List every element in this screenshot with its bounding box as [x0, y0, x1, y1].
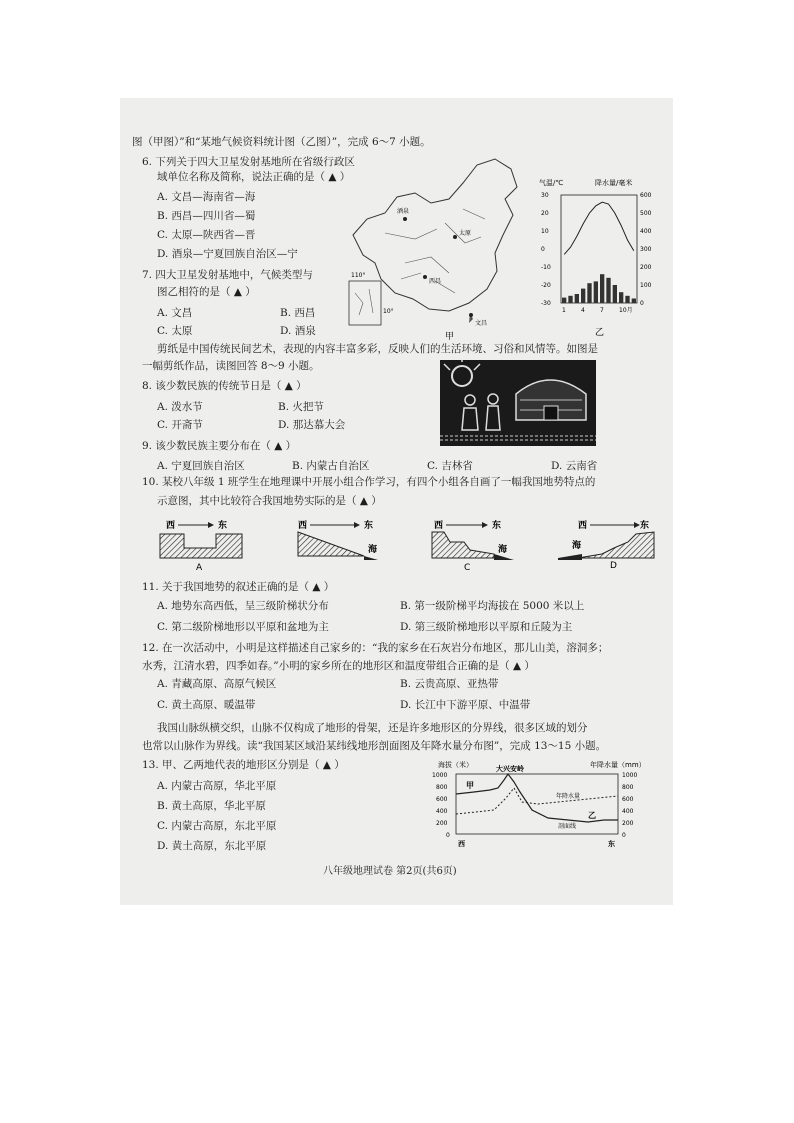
profile-terrain-label: 剖面线 — [558, 823, 577, 830]
q9-option-c: C. 吉林省 — [427, 460, 473, 472]
climate-right-tick: 100 — [640, 282, 652, 289]
q12-option-c: C. 黄土高原、暖温带 — [157, 699, 256, 711]
profile-label-jia: 甲 — [466, 781, 474, 790]
diagram-c-sea-label: 海 — [498, 545, 508, 555]
right-tick: 0 — [622, 832, 626, 839]
left-tick: 800 — [436, 784, 448, 791]
label-longitude: 110° — [351, 272, 366, 279]
climate-x-tick: 4 — [581, 307, 585, 314]
map-caption: 甲 — [445, 332, 455, 342]
profile-peak-label: 大兴安岭 — [496, 765, 524, 773]
climate-left-tick: 20 — [541, 210, 549, 217]
profile-right-ticks — [622, 772, 637, 839]
intro-line: 图（甲图）”和“某地气候资料统计图（乙图）”，完成 6～7 小题。 — [132, 136, 431, 148]
taiyuan-marker — [453, 235, 457, 239]
climate-right-tick: 0 — [640, 300, 644, 307]
q9-option-b: B. 内蒙古自治区 — [292, 460, 370, 472]
precip-bar — [606, 278, 610, 303]
diagram-b-arrowhead — [354, 522, 360, 528]
profile-plot-frame — [456, 774, 618, 834]
left-tick: 0 — [446, 832, 450, 839]
q8-stem: 8. 该少数民族的传统节日是（ ▲ ） — [142, 380, 307, 392]
q6-option-c: C. 太原—陕西省—晋 — [157, 229, 256, 241]
diagram-c-west: 西 — [434, 521, 444, 531]
q9-option-d: D. 云南省 — [551, 460, 598, 472]
profile-right-title: 年降水量（mm） — [590, 761, 646, 769]
q11-option-a: A. 地势东高西低，呈三级阶梯状分布 — [157, 600, 329, 612]
precip-bar — [587, 283, 591, 303]
paper-cut-image — [440, 360, 596, 446]
china-outline — [353, 159, 517, 311]
q6-stem: 6. 下列关于四大卫星发射基地所在省级行政区 — [142, 156, 355, 168]
label-wenchang: 文昌 — [475, 320, 488, 327]
q8-option-d: D. 那达慕大会 — [278, 419, 346, 431]
climate-caption: 乙 — [595, 328, 605, 338]
label-latitude: 10° — [383, 308, 394, 315]
q6-stem: 域单位名称及简称，说法正确的是（ ▲ ） — [157, 171, 351, 183]
diagram-d-west: 西 — [578, 521, 588, 531]
q11-option-d: D. 第三级阶梯地形以平原和丘陵为主 — [400, 621, 573, 633]
precip-bars — [562, 274, 636, 303]
diagram-b-west: 西 — [298, 521, 308, 531]
q7-option-d: D. 酒泉 — [280, 325, 316, 337]
climate-right-tick: 200 — [640, 264, 652, 271]
right-tick: 400 — [622, 808, 634, 815]
diagram-c-profile — [432, 532, 494, 558]
q13-option-a: A. 内蒙古高原，华北平原 — [157, 780, 277, 792]
climate-right-tick: 500 — [640, 210, 652, 217]
xichang-marker — [423, 275, 427, 279]
climate-right-title: 降水量/毫米 — [595, 179, 633, 187]
q13-option-b: B. 黄土高原，华北平原 — [157, 800, 266, 812]
q13-stem: 13. 甲、乙两地代表的地形区分别是（ ▲ ） — [142, 759, 345, 771]
diagram-c-letter: C — [464, 563, 471, 570]
q12-stem: 12. 在一次活动中，小明是这样描述自己家乡的：“我的家乡在石灰岩分布地区，那儿山美，溶洞多； — [142, 642, 609, 654]
diagram-a-profile — [160, 534, 242, 558]
china-map-figure — [345, 153, 535, 343]
diagram-d-sea — [558, 554, 582, 560]
profile-west: 西 — [458, 840, 465, 848]
diagram-c-east: 东 — [492, 521, 502, 531]
yurt-door — [544, 406, 558, 420]
profile-label-yi: 乙 — [588, 811, 596, 820]
diagram-d-profile — [578, 532, 654, 558]
q11-option-b: B. 第一级阶梯平均海拔在 5000 米以上 — [400, 600, 585, 612]
profile-left-ticks — [432, 772, 450, 839]
right-tick: 800 — [622, 784, 634, 791]
diagram-d-letter: D — [610, 561, 617, 570]
climate-left-title: 气温/℃ — [539, 179, 564, 187]
diagram-b-sea-label: 海 — [368, 545, 378, 555]
q12-option-a: A. 青藏高原、高原气候区 — [157, 678, 277, 690]
right-tick: 200 — [622, 820, 634, 827]
diagram-a — [160, 519, 242, 570]
q8-option-b: B. 火把节 — [278, 401, 324, 413]
left-tick: 600 — [436, 796, 448, 803]
south-sea-inset — [349, 281, 381, 325]
jiuquan-marker — [403, 217, 407, 221]
profile-east: 东 — [608, 840, 615, 848]
diagram-c-arrowhead — [482, 522, 488, 528]
climate-x-tick: 10月 — [619, 307, 633, 314]
climate-left-tick: 0 — [541, 246, 545, 253]
page-footer: 八年级地理试卷 第2页(共6页) — [323, 866, 457, 877]
profile-precip-label: 年降水量 — [556, 793, 581, 800]
paper-cut-intro: 剪纸是中国传统民间艺术，表现的内容丰富多彩，反映人们的生活环境、习俗和风情等。如图是 — [157, 343, 598, 355]
q10-stem: 10. 某校八年级 1 班学生在地理课中开展小组合作学习，有四个小组各自画了一幅我国地势特点的 — [142, 476, 596, 488]
q13-option-d: D. 黄土高原，东北平原 — [157, 840, 267, 852]
precip-bar — [613, 285, 617, 303]
right-tick: 600 — [622, 796, 634, 803]
climate-chart — [525, 175, 665, 345]
q7-option-c: C. 太原 — [157, 325, 193, 337]
precip-bar — [600, 274, 604, 303]
climate-left-tick: 10 — [541, 228, 549, 235]
q9-stem: 9. 该少数民族主要分布在（ ▲ ） — [142, 440, 297, 452]
precip-bar — [632, 299, 636, 304]
q12-option-b: B. 云贵高原、亚热带 — [400, 678, 499, 690]
precip-bar — [625, 296, 629, 303]
precip-bar — [562, 298, 566, 303]
diagram-a-letter: A — [196, 563, 203, 570]
climate-left-tick: 30 — [541, 192, 549, 199]
diagram-a-arrowhead — [208, 522, 214, 528]
wenchang-marker — [469, 313, 473, 317]
q10-stem: 示意图，其中比较符合我国地势实际的是（ ▲ ） — [157, 495, 382, 507]
climate-x-tick: 7 — [600, 307, 604, 314]
q7-option-a: A. 文昌 — [157, 307, 193, 319]
diagram-d — [558, 519, 654, 570]
q7-stem: 图乙相符的是（ ▲ ） — [157, 286, 256, 298]
diagram-b — [298, 519, 378, 560]
climate-right-tick: 400 — [640, 228, 652, 235]
diagram-b-sea — [364, 556, 378, 560]
left-tick: 400 — [436, 808, 448, 815]
precip-bar — [575, 294, 579, 303]
climate-left-tick: -30 — [541, 300, 551, 307]
temperature-curve — [564, 202, 634, 254]
precip-bar — [619, 292, 623, 303]
q9-option-a: A. 宁夏回族自治区 — [157, 460, 245, 472]
paper-cut-intro: 一幅剪纸作品，读图回答 8～9 小题。 — [142, 360, 320, 372]
q13-option-c: C. 内蒙古高原，东北平原 — [157, 820, 277, 832]
climate-right-tick: 600 — [640, 192, 652, 199]
diagram-d-sea-label: 海 — [572, 541, 582, 551]
climate-left-tick: -10 — [541, 264, 551, 271]
climate-plot-frame — [561, 195, 637, 303]
south-sea-coast — [355, 289, 373, 315]
q12-stem: 水秀，江清水碧，四季如春。”小明的家乡所在的地形区和温度带组合正确的是（ ▲ ） — [142, 660, 535, 672]
q6-option-b: B. 西昌—四川省—蜀 — [157, 210, 256, 222]
climate-left-tick: -20 — [541, 282, 551, 289]
diagram-b-east: 东 — [364, 521, 374, 531]
q8-option-a: A. 泼水节 — [157, 401, 203, 413]
precip-bar — [594, 281, 598, 303]
left-tick: 1000 — [432, 772, 448, 779]
diagram-c — [432, 519, 514, 570]
q6-option-d: D. 酒泉—宁夏回族自治区—宁 — [157, 248, 298, 260]
diagram-a-east: 东 — [218, 521, 228, 531]
climate-right-tick: 300 — [640, 246, 652, 253]
mountain-intro: 也常以山脉作为界线。读“我国某区域沿某纬线地形剖面图及年降水量分布图”，完成 13～15 小题。 — [142, 740, 607, 752]
q10-diagrams — [158, 518, 668, 570]
precip-bar — [581, 289, 585, 303]
profile-left-title: 海拔（米） — [438, 761, 473, 769]
label-taiyuan: 太原 — [459, 230, 472, 237]
diagram-a-west: 西 — [166, 521, 176, 531]
q7-option-b: B. 西昌 — [280, 307, 316, 319]
q8-option-c: C. 开斋节 — [157, 419, 203, 431]
q6-option-a: A. 文昌—海南省—海 — [157, 191, 256, 203]
diagram-b-profile — [298, 532, 364, 556]
exam-page — [120, 98, 673, 905]
q12-option-d: D. 长江中下游平原、中温带 — [400, 699, 531, 711]
mountain-intro: 我国山脉纵横交织，山脉不仅构成了地形的骨架，还是许多地形区的分界线，很多区域的划分 — [157, 722, 588, 734]
climate-x-tick: 1 — [562, 307, 566, 314]
label-xichang: 西昌 — [429, 278, 442, 285]
q7-stem: 7. 四大卫星发射基地中，气候类型与 — [142, 269, 313, 281]
q11-stem: 11. 关于我国地势的叙述正确的是（ ▲ ） — [142, 581, 335, 593]
label-jiuquan: 酒泉 — [397, 208, 410, 215]
diagram-d-east: 东 — [640, 521, 650, 531]
left-tick: 200 — [436, 820, 448, 827]
precip-bar — [568, 296, 572, 303]
q11-option-c: C. 第二级阶梯地形以平原和盆地为主 — [157, 621, 329, 633]
right-tick: 1000 — [622, 772, 638, 779]
terrain-profile-figure — [428, 758, 646, 858]
